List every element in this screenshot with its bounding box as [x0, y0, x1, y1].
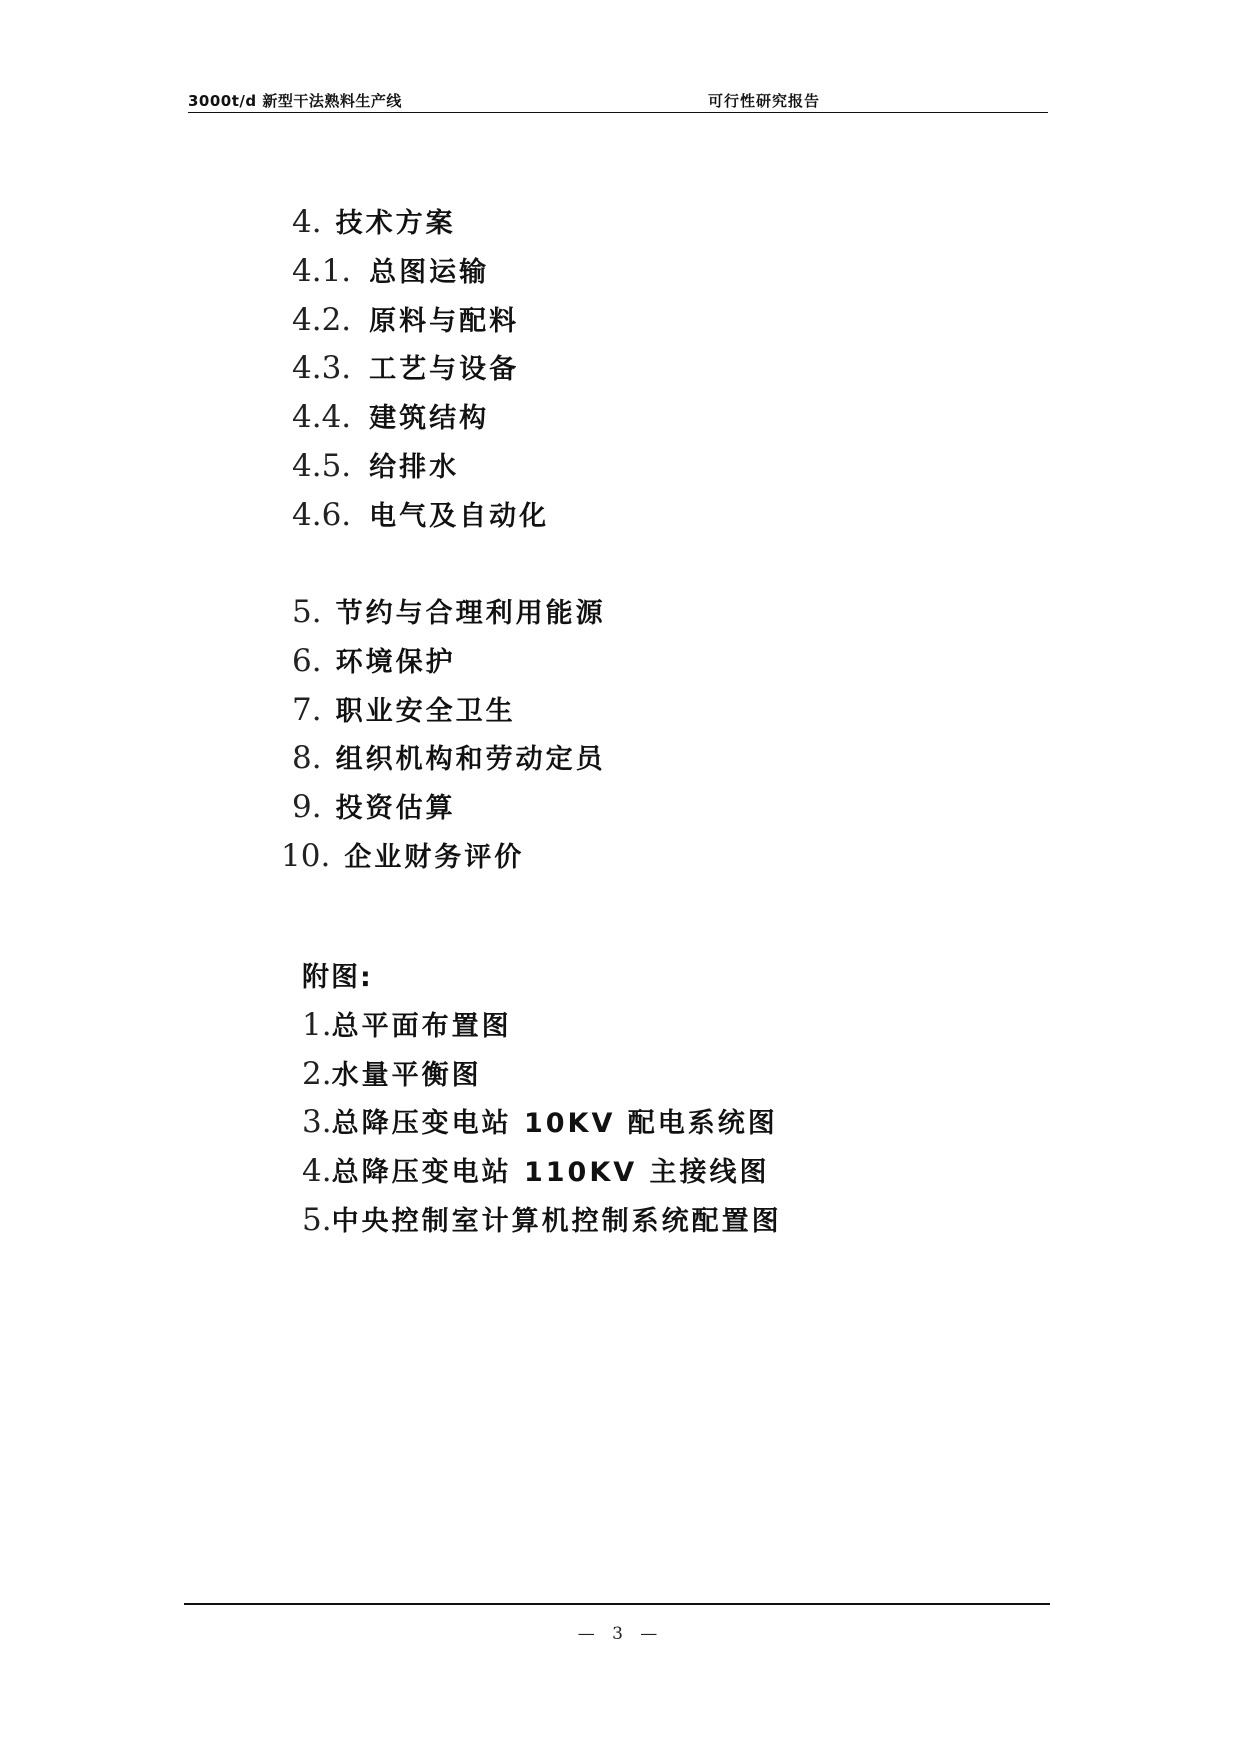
- toc-title: 给排水: [369, 452, 460, 483]
- toc-entry-4-6[interactable]: [292, 494, 549, 534]
- toc-entry-4-2[interactable]: [292, 299, 519, 339]
- toc-entry-8[interactable]: [292, 737, 606, 777]
- toc-entry-7[interactable]: [292, 689, 516, 729]
- toc-title: 组织机构和劳动定员: [335, 744, 606, 775]
- header-report-title: 可行性研究报告: [708, 92, 821, 110]
- toc-number: 4.3.: [292, 350, 352, 386]
- toc-number: 4.: [292, 204, 322, 240]
- toc-title: 环境保护: [335, 647, 456, 678]
- toc-title: 建筑结构: [369, 403, 490, 434]
- toc-number: 6.: [292, 643, 322, 679]
- footer-rule: [184, 1603, 1050, 1605]
- toc-number: 10.: [281, 838, 331, 874]
- annex-item-3[interactable]: [302, 1101, 778, 1140]
- toc-entry-6[interactable]: [292, 640, 456, 680]
- annex-title: 水量平衡图: [331, 1060, 482, 1091]
- annex-number: 5.: [302, 1202, 332, 1238]
- toc-number: 4.4.: [292, 399, 352, 435]
- annex-title: 总平面布置图: [331, 1011, 512, 1042]
- annex-item-1[interactable]: [302, 1004, 512, 1043]
- annex-number: 2.: [302, 1056, 332, 1092]
- toc-entry-10[interactable]: [281, 835, 524, 875]
- toc-entry-4-4[interactable]: [292, 396, 489, 436]
- toc-number: 4.5.: [292, 448, 352, 484]
- annex-number: 3.: [302, 1104, 332, 1140]
- toc-title: 节约与合理利用能源: [335, 598, 606, 629]
- toc-title: 总图运输: [369, 257, 490, 288]
- toc-title: 技术方案: [335, 208, 456, 239]
- toc-number: 8.: [292, 740, 322, 776]
- annex-title: 中央控制室计算机控制系统配置图: [331, 1206, 782, 1237]
- toc-entry-4-5[interactable]: [292, 445, 459, 485]
- annex-title: 总降压变电站 10KV 配电系统图: [331, 1108, 778, 1139]
- toc-entry-4-1[interactable]: [292, 250, 489, 290]
- annex-heading: 附图:: [302, 962, 373, 993]
- toc-title: 原料与配料: [369, 306, 520, 337]
- toc-entry-4[interactable]: [292, 201, 456, 241]
- toc-entry-5[interactable]: [292, 591, 606, 631]
- annex-item-4[interactable]: [302, 1150, 770, 1189]
- annex-number: 1.: [302, 1007, 332, 1043]
- annex-title: 总降压变电站 110KV 主接线图: [331, 1157, 770, 1188]
- toc-number: 4.6.: [292, 497, 352, 533]
- toc-number: 4.1.: [292, 253, 352, 289]
- page-number: — 3 —: [577, 1624, 664, 1644]
- toc-entry-4-3[interactable]: [292, 347, 519, 387]
- toc-title: 企业财务评价: [344, 842, 525, 873]
- toc-title: 电气及自动化: [369, 501, 550, 532]
- toc-number: 4.2.: [292, 302, 352, 338]
- toc-number: 9.: [292, 789, 322, 825]
- toc-number: 7.: [292, 692, 322, 728]
- running-header: [188, 90, 1048, 113]
- toc-entry-9[interactable]: [292, 786, 456, 826]
- header-project-title: 3000t/d 新型干法熟料生产线: [188, 92, 402, 110]
- annex-number: 4.: [302, 1153, 332, 1189]
- annex-item-2[interactable]: [302, 1053, 482, 1092]
- toc-title: 投资估算: [335, 793, 456, 824]
- toc-title: 工艺与设备: [369, 354, 520, 385]
- annex-item-5[interactable]: [302, 1199, 782, 1238]
- toc-number: 5.: [292, 594, 322, 630]
- toc-title: 职业安全卫生: [335, 696, 516, 727]
